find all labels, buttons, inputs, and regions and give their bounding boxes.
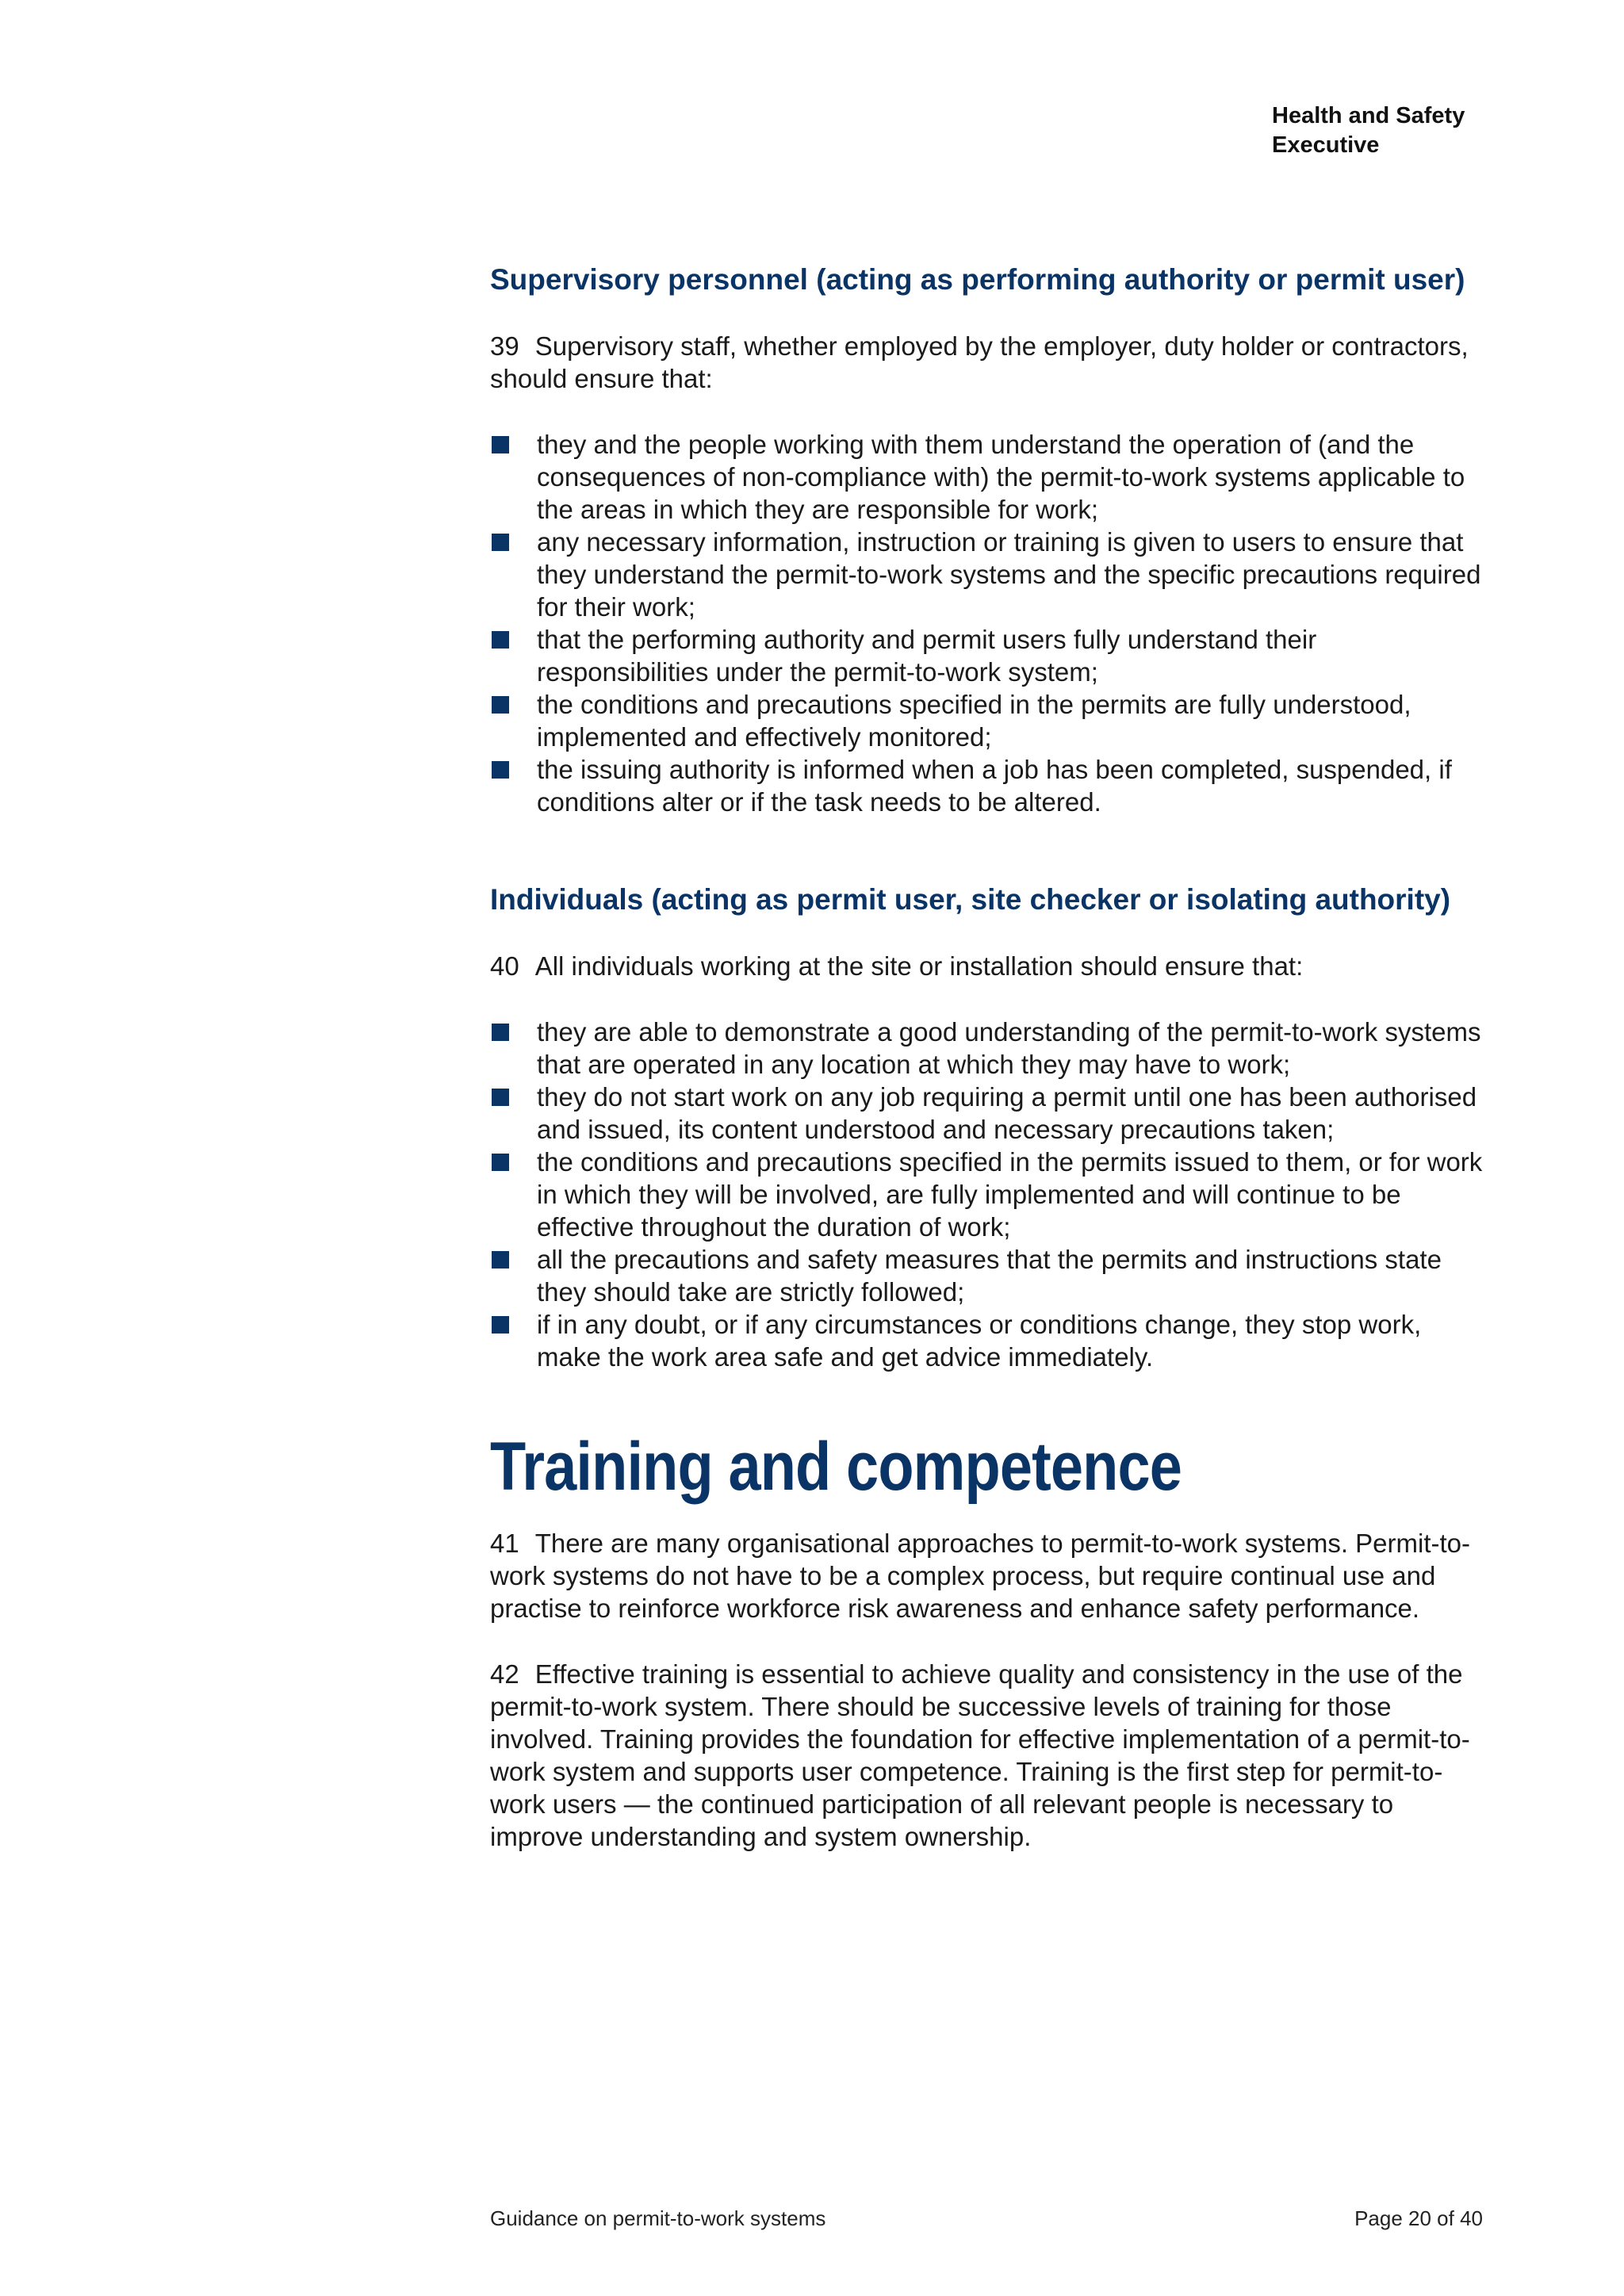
paragraph-41 — [490, 1527, 1483, 1624]
square-bullet-icon — [492, 631, 509, 649]
list-item: that the performing authority and permit users fully understand their responsibilities under the permit-to-work system; — [490, 623, 1483, 688]
paragraph-number: 39 — [490, 331, 519, 361]
paragraph-number: 40 — [490, 951, 519, 981]
paragraph-39 — [490, 330, 1483, 395]
list-item: they do not start work on any job requiring a permit until one has been authorised and issued, its content understood and necessary precautions taken; — [490, 1081, 1483, 1146]
paragraph-number: 42 — [490, 1659, 519, 1689]
square-bullet-icon — [492, 696, 509, 714]
list-item: the conditions and precautions specified in the permits are fully understood, implemented and effectively monitored; — [490, 688, 1483, 753]
list-item: all the precautions and safety measures that the permits and instructions state they should take are strictly followed; — [490, 1243, 1483, 1308]
section-heading-supervisory-personnel: Supervisory personnel (acting as performing authority or permit user) — [490, 263, 1465, 296]
paragraph-text: All individuals working at the site or installation should ensure that: — [534, 951, 1304, 981]
footer-page-number: Page 20 of 40 — [1354, 2206, 1483, 2230]
paragraph-40 — [490, 950, 1483, 982]
organisation-logo-text — [1272, 101, 1557, 160]
paragraph-number: 41 — [490, 1529, 519, 1558]
square-bullet-icon — [492, 1251, 509, 1269]
square-bullet-icon — [492, 1089, 509, 1106]
square-bullet-icon — [492, 1154, 509, 1171]
paragraph-42 — [490, 1658, 1483, 1853]
list-item: the conditions and precautions specified in the permits issued to them, or for work in which they will be involved, are fully implemented and will continue to be effective throughout the duration of work; — [490, 1146, 1483, 1243]
list-item: they are able to demonstrate a good understanding of the permit-to-work systems that are operated in any location at which they may have to work; — [490, 1016, 1483, 1081]
paragraph-text: Effective training is essential to achieve quality and consistency in the use of the permit-to-work system. There should be successive levels of training for those involved. Training provides the foundation for effective implementation of a permit-to-work system and supports user competence. Training is the first step for permit-to-work users — the continued participation of all relevant people is necessary to improve understanding and system ownership. — [490, 1659, 1470, 1851]
square-bullet-icon — [492, 436, 509, 453]
list-item: any necessary information, instruction or training is given to users to ensure that they understand the permit-to-work systems and the specific precautions required for their work; — [490, 526, 1483, 623]
bullet-list-supervisory — [490, 428, 1483, 818]
square-bullet-icon — [492, 761, 509, 779]
square-bullet-icon — [492, 534, 509, 551]
bullet-list-individuals — [490, 1016, 1483, 1373]
brand-line-1: Health and Safety — [1272, 103, 1465, 128]
square-bullet-icon — [492, 1316, 509, 1334]
chapter-heading-training-and-competence: Training and competence — [490, 1429, 1182, 1505]
brand-line-2: Executive — [1272, 132, 1380, 158]
page-content — [490, 263, 1483, 1853]
paragraph-text: There are many organisational approaches to permit-to-work systems. Permit-to-work systems do not have to be a complex process, but require continual use and practise to reinforce workforce risk awareness and enhance safety performance. — [490, 1529, 1471, 1623]
square-bullet-icon — [492, 1024, 509, 1041]
section-heading-individuals: Individuals (acting as permit user, site checker or isolating authority) — [490, 883, 1451, 916]
list-item: if in any doubt, or if any circumstances or conditions change, they stop work, make the work area safe and get advice immediately. — [490, 1308, 1483, 1373]
footer-document-title: Guidance on permit-to-work systems — [490, 2206, 826, 2230]
list-item: they and the people working with them understand the operation of (and the consequences of non-compliance with) the permit-to-work systems applicable to the areas in which they are responsible for work; — [490, 428, 1483, 526]
paragraph-text: Supervisory staff, whether employed by the employer, duty holder or contractors, should ensure that: — [490, 331, 1469, 393]
list-item: the issuing authority is informed when a job has been completed, suspended, if conditions alter or if the task needs to be altered. — [490, 753, 1483, 818]
